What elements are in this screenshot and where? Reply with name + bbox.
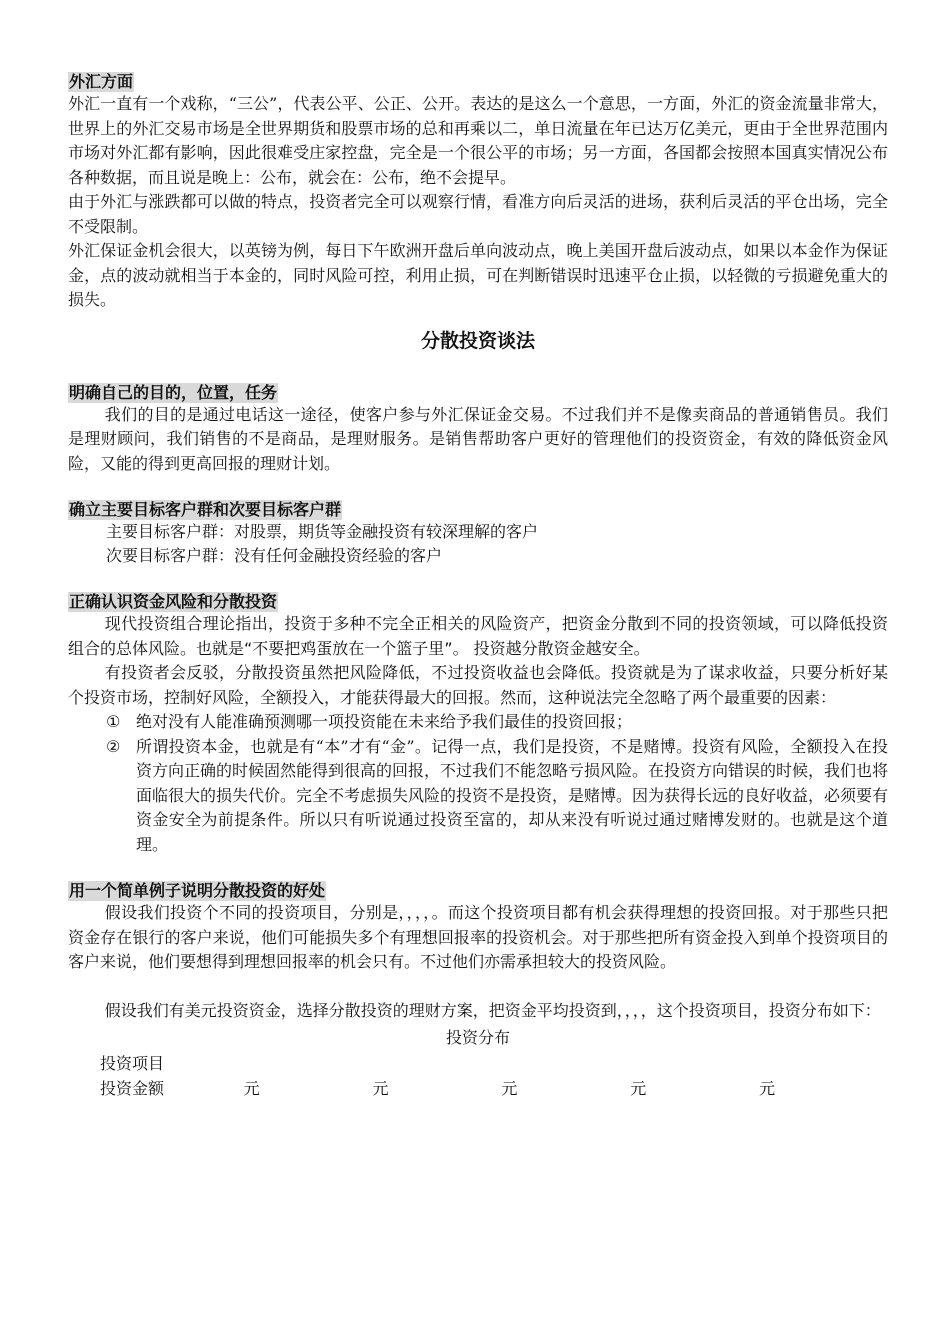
amount-row-label: 投资金额 (100, 1079, 165, 1098)
distribution-table (100, 1051, 888, 1101)
forex-heading: 外汇方面 (69, 72, 134, 91)
goal-heading: 明确自己的目的，位置，任务 (69, 382, 278, 402)
risk-list-item-1 (68, 710, 888, 735)
amount-unit-1: 元 (243, 1079, 260, 1098)
project-row-label: 投资项目 (100, 1054, 165, 1073)
amount-unit-2: 元 (372, 1079, 389, 1098)
distribution-table-title: 投资分布 (445, 1028, 510, 1047)
table-row (100, 1051, 888, 1076)
goal-paragraph: 我们的目的是通过电话这一途径，使客户参与外汇保证金交易。不过我们并不是像卖商品的普通销售员。我们是理财顾问，我们销售的不是商品，是理财服务。是销售帮助客户更好的管理他们的投资资金，有效的降低资金风险，又能的得到更高回报的理财计划。 (68, 404, 888, 473)
forex-paragraph-1: 外汇一直有一个戏称，“三公”，代表公平、公正、公开。表达的是这么一个意思，一方面，外汇的资金流量非常大，世界上的外汇交易市场是全世界期货和股票市场的总和再乘以二，单日流量在年已达万亿美元，更由于全世界范围内市场对外汇都有影响，因此很难受庄家控盘，完全是一个很公平的市场；另一方面，各国都会按照本国真实情况公布各种数据，而且说是晚上：公布，就会在：公布，绝不会提早。 (68, 94, 888, 187)
risk-paragraph-1: 现代投资组合理论指出，投资于多种不完全正相关的风险资产，把资金分散到不同的投资领域，可以降低投资组合的总体风险。也就是“不要把鸡蛋放在一个篮子里”。 投资越分散资金越安全。 (68, 614, 888, 658)
main-title: 分散投资谈法 (420, 329, 535, 352)
table-row (100, 1076, 888, 1101)
example-section (68, 881, 888, 1023)
example-paragraph-2: 假设我们有美元投资资金，选择分散投资的理财方案，把资金平均投资到，，，，这个投资项目，投资分布如下： (104, 1000, 881, 1020)
risk-paragraph-2: 有投资者会反驳，分散投资虽然把风险降低，不过投资收益也会降低。投资就是为了谋求收益，只要分析好某个投资市场，控制好风险，全额投入，才能获得最大的回报。然而，这种说法完全忽略了两个最重要的因素： (68, 663, 888, 707)
risk-heading: 正确认识资金风险和分散投资 (69, 592, 278, 611)
forex-paragraph-2: 由于外汇与涨跌都可以做的特点，投资者完全可以观察行情，看准方向后灵活的进场，获利后灵活的平仓出场，完全不受限制。 (68, 192, 888, 236)
forex-paragraph-3: 外汇保证金机会很大，以英镑为例，每日下午欧洲开盘后单向波动点，晚上美国开盘后波动点，如果以本金作为保证金，点的波动就相当于本金的，同时风险可控，利用止损，可在判断错误时迅速平仓止损，以轻微的亏损避免重大的损失。 (68, 241, 888, 309)
list-item-text: 所谓投资本金，也就是有“本”才有“金”。记得一点，我们是投资，不是赌博。投资有风险，全额投入在投资方向正确的时候固然能得到很高的回报，不过我们不能忽略亏损风险。在投资方向错误的时候，我们也将面临很大的损失代价。完全不考虑损失风险的投资不是投资，是赌博。因为获得长远的良好收益，必须要有资金安全为前提条件。所以只有听说通过投资至富的，却从来没有听说过通过赌博发财的。也就是这个道理。 (136, 736, 889, 854)
clients-section (68, 500, 888, 568)
list-item-text: 绝对没有人能准确预测哪一项投资能在未来给予我们最佳的投资回报； (136, 712, 633, 731)
list-marker: ① (106, 712, 121, 731)
risk-list-item-2 (68, 735, 888, 858)
amount-unit-3: 元 (501, 1079, 518, 1098)
amount-unit-5: 元 (759, 1079, 776, 1098)
amount-unit-4: 元 (630, 1079, 647, 1098)
example-paragraph-1: 假设我们投资个不同的投资项目，分别是，，，，。而这个投资项目都有机会获得理想的投资回报。对于那些只把资金存在银行的客户来说，他们可能损失多个有理想回报率的投资机会。对于那些把所有资金投入到单个投资项目的客户来说，他们要想得到理想回报率的机会只有。不过他们亦需承担较大的投资风险。 (68, 903, 888, 971)
clients-heading: 确立主要目标客户群和次要目标客户群 (69, 500, 342, 519)
goal-section (68, 383, 888, 477)
document-page (68, 72, 888, 1101)
list-marker: ② (106, 736, 121, 756)
secondary-clients-line: 次要目标客户群：没有任何金融投资经验的客户 (106, 546, 443, 565)
primary-clients-line: 主要目标客户群：对股票，期货等金融投资有较深理解的客户 (106, 522, 539, 541)
forex-section (68, 72, 888, 313)
risk-section (68, 592, 888, 857)
example-heading: 用一个简单例子说明分散投资的好处 (69, 881, 326, 900)
